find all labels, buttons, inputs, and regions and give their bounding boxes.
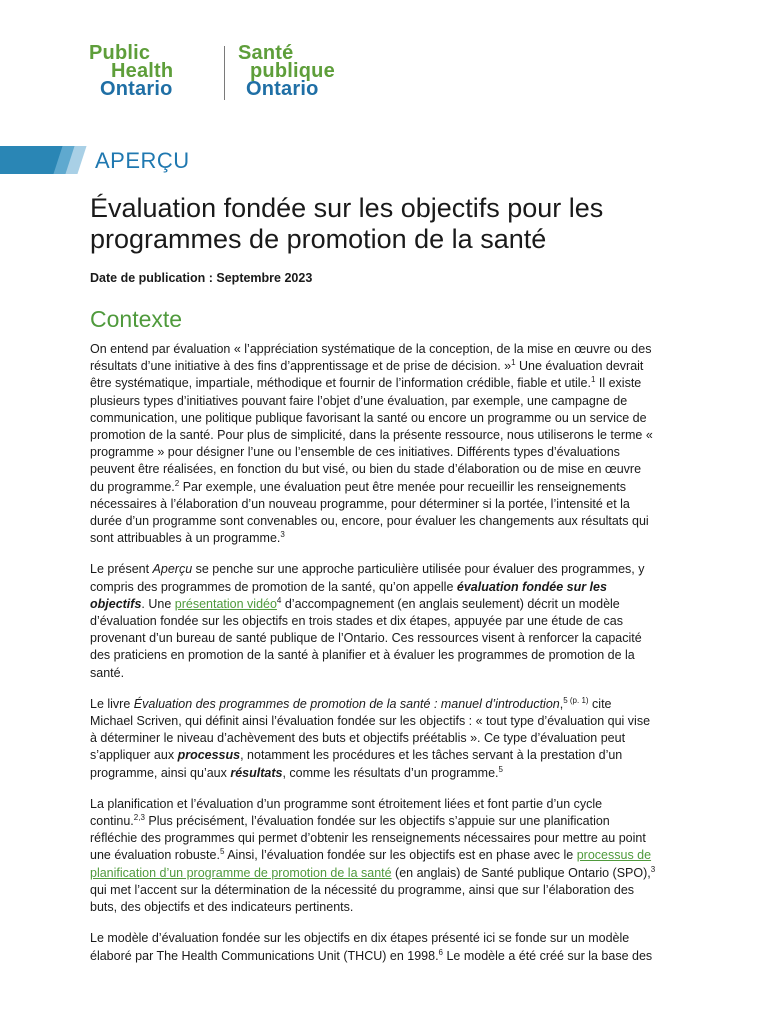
logo-en-line-1: Public — [89, 42, 151, 64]
text-run: (en anglais) de Santé publique Ontario (SPO), — [391, 865, 651, 880]
text-run: On entend par évaluation « l’appréciation systématique de la conception, de la mise en œuvre ou des résultats d’une initiative à des fins d’apprentissage et de prise de décision. » — [90, 342, 652, 374]
footnote-ref: 4 — [276, 595, 282, 605]
section-heading: Contexte — [90, 306, 183, 332]
text-run: qui met l’accent sur la détermination de la nécessité du programme, ainsi que sur l’élaboration des buts, des objectifs et des indicateurs pertinents. — [90, 882, 635, 915]
footnote-ref: 1 — [511, 358, 516, 368]
text-run: , notamment les procédures et les tâches servant à la prestation d’un programme, ainsi qu’aux — [90, 748, 623, 780]
logo-en-line-2: Health — [111, 60, 174, 82]
body-text — [90, 341, 656, 979]
text-run: Ainsi, l’évaluation fondée sur les objectifs est en phase avec le — [224, 848, 577, 863]
planning-process-link[interactable]: processus de planification d’un programme de promotion de la santé — [90, 848, 652, 880]
publication-date: Date de publication : Septembre 2023 — [90, 271, 313, 285]
footnote-ref: 5 — [498, 764, 503, 774]
footnote-ref: 3 — [650, 864, 656, 874]
paragraph-2 — [90, 561, 656, 681]
text-run: se penche sur une approche particulière utilisée pour évaluer des programmes, y compris des programmes de promotion de la santé, qu’on appelle — [90, 562, 645, 594]
paragraph-1 — [90, 341, 656, 547]
italic-run: Aperçu — [152, 562, 193, 577]
document-type-label: APERÇU — [95, 148, 190, 173]
footnote-ref: 3 — [280, 530, 285, 540]
text-run: . Une — [141, 596, 175, 611]
logo-french — [238, 44, 388, 98]
italic-run: Évaluation des programmes de promotion de la santé : manuel d’introduction — [133, 696, 560, 711]
logo-fr-line-2: publique — [250, 60, 335, 82]
text-run: Par exemple, une évaluation peut être menée pour recueillir les renseignements nécessaires à l’élaboration d’un nouveau programme, pour déterminer si la portée, l’intensité et la durée d’un programme sont convenables ou, encore, pour évaluer les changements aux résultats qui sont attribuables à un programme. — [90, 479, 649, 546]
text-run: d’accompagnement (en anglais seulement) décrit un modèle d’évaluation fondée sur les objectifs en trois stades et dix étapes, appuyée par une étude de cas provenant d’un bureau de santé publique de l’Ontario. Ces ressources visent à renforcer la capacité des praticiens en promotion de la santé à planifier et à évaluer les programmes de promotion de la santé. — [90, 596, 642, 680]
footnote-ref: 2,3 — [133, 812, 145, 822]
text-run: Le présent — [90, 562, 153, 577]
video-presentation-link[interactable]: présentation vidéo — [174, 596, 277, 611]
text-run: , — [559, 696, 564, 711]
paragraph-5 — [90, 930, 656, 964]
logo — [89, 44, 389, 104]
paragraph-3 — [90, 696, 656, 782]
text-run: Le livre — [90, 696, 134, 711]
logo-fr-line-3: Ontario — [246, 78, 319, 100]
logo-fr-line-1: Santé — [238, 42, 294, 64]
header-color-band — [0, 146, 84, 174]
text-run: , comme les résultats d’un programme. — [282, 765, 499, 780]
text-run: La planification et l’évaluation d’un programme sont étroitement liées et font partie d’un cycle continu. — [90, 796, 603, 829]
footnote-ref: 6 — [438, 947, 443, 957]
footnote-ref: 5 — [219, 847, 225, 857]
footnote-ref: 2 — [174, 478, 180, 488]
text-run: Une évaluation devrait être systématique, impartiale, méthodique et fournir de l’information crédible, fiable et utile. — [90, 359, 644, 391]
paragraph-4 — [90, 796, 656, 916]
text-run: cite Michael Scriven, qui définit ainsi l’évaluation fondée sur les objectifs : « tout type d’évaluation qui vise à déterminer le niveau d’achèvement des buts et objectifs préétablis ». Ce type d’évaluation peut s’appliquer aux — [90, 696, 651, 763]
bold-italic-run: processus — [177, 748, 241, 763]
text-run: Le modèle a été créé sur la base des — [443, 948, 653, 963]
page-title: Évaluation fondée sur les objectifs pour les programmes de promotion de la santé — [90, 193, 604, 254]
text-run: Plus précisément, l’évaluation fondée sur les objectifs s’appuie sur une planification réfléchie des programmes qui permet d’obtenir les renseignements nécessaires pour mettre au point une évaluation robuste. — [90, 814, 646, 863]
logo-divider — [224, 46, 225, 100]
bold-italic-run: résultats — [230, 765, 283, 780]
footnote-ref: 1 — [590, 375, 596, 385]
footnote-ref: 5 (p. 1) — [563, 695, 589, 705]
logo-en-line-3: Ontario — [100, 78, 173, 100]
text-run: Il existe plusieurs types d’initiatives pouvant faire l’objet d’une évaluation, par exemple, une campagne de communication, une politique publique favorisant la santé ou encore un programme ou un service de promotion de la santé. Pour plus de simplicité, dans la présente ressource, nous utiliserons le terme « programme » pour désigner l’une ou l’ensemble de ces initiatives. Différents types d’évaluations peuvent être réalisées, en fonction du but visé, ou bien du stade d’élaboration ou de mise en œuvre du programme. — [90, 376, 653, 494]
logo-english — [89, 44, 214, 98]
bold-italic-run: évaluation fondée sur les objectifs — [90, 579, 607, 611]
text-run: Le modèle d’évaluation fondée sur les objectifs en dix étapes présenté ici se fonde sur un modèle élaboré par The Health Communications Unit (THCU) en 1998. — [90, 931, 630, 963]
